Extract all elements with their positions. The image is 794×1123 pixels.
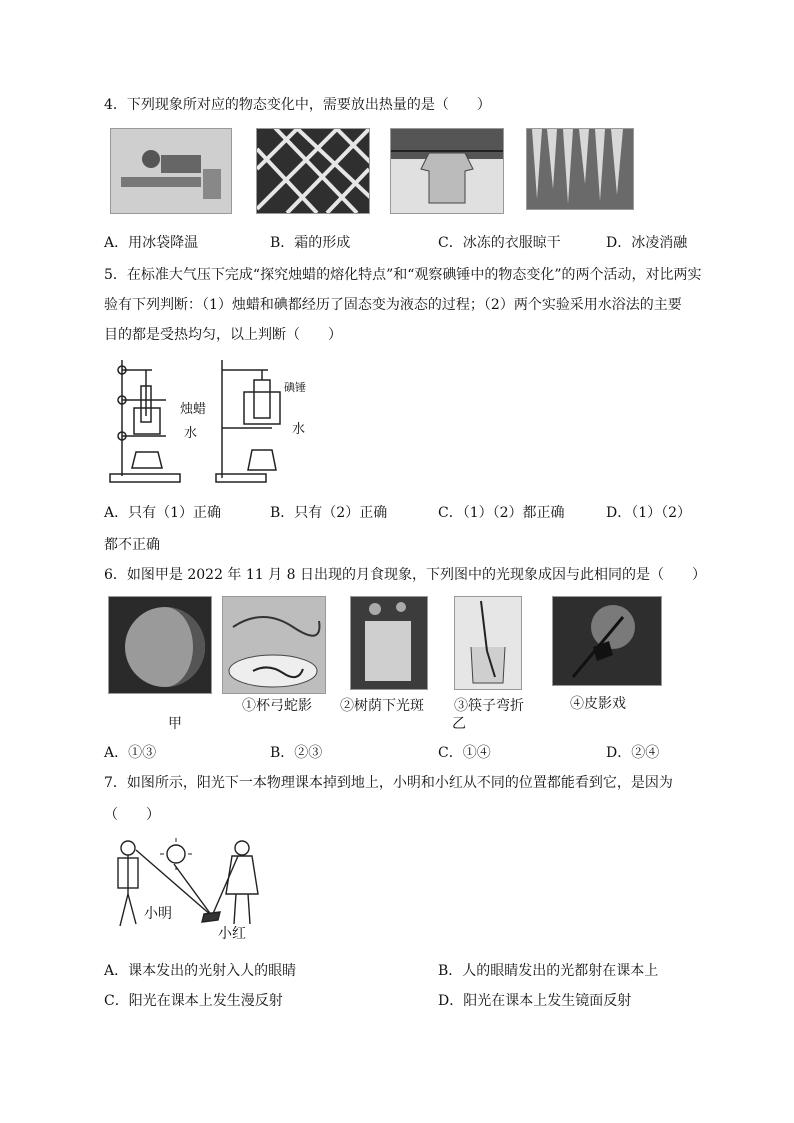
q6-figure-3-bent-chopsticks	[454, 596, 522, 690]
q6-caption-2: ②树荫下光斑	[340, 698, 424, 714]
q5-label-water-1: 水	[184, 426, 198, 441]
q4-figure-frozen-clothes	[390, 128, 504, 214]
q5-stem-line3: 目的都是受热均匀，以上判断（ ）	[104, 327, 342, 343]
q4-figure-ice-bag	[110, 128, 232, 214]
q6-label-yi: 乙	[452, 716, 466, 732]
q5-label-water-2: 水	[292, 422, 306, 437]
q6-option-b: B．②③	[270, 745, 323, 761]
q7-option-d: D．阳光在课本上发生镜面反射	[438, 993, 632, 1009]
q7-stem: 7．如图所示，阳光下一本物理课本掉到地上，小明和小红从不同的位置都能看到它，是因为	[104, 775, 673, 791]
q7-label-xiaohong: 小红	[218, 926, 246, 942]
q5-option-c: C．（1）（2）都正确	[438, 505, 565, 521]
q6-caption-1: ①杯弓蛇影	[242, 698, 312, 714]
q5-option-d-continued: 都不正确	[104, 537, 160, 553]
q4-option-c: C．冰冻的衣服晾干	[438, 235, 561, 251]
q4-figure-frost	[256, 128, 370, 214]
q5-figure-iodine-apparatus	[214, 356, 314, 484]
q6-figure-1-snake-in-cup	[222, 596, 326, 694]
q7-label-xiaoming: 小明	[144, 906, 172, 922]
q6-caption-4: ④皮影戏	[570, 696, 626, 712]
q5-stem-line2: 验有下列判断：（1）烛蜡和碘都经历了固态变为液态的过程；（2）两个实验采用水浴法的主要	[104, 297, 682, 313]
q7-figure-textbook-sunlight	[108, 834, 276, 946]
q4-option-d: D．冰凌消融	[606, 235, 688, 251]
q6-caption-3: ③筷子弯折	[454, 698, 524, 714]
q5-option-d: D．（1）（2）	[606, 505, 692, 521]
q6-label-jia: 甲	[168, 716, 182, 732]
q4-option-b: B．霜的形成	[270, 235, 351, 251]
q6-figure-jia-lunar-eclipse	[108, 596, 212, 694]
q7-option-a: A．课本发出的光射入人的眼睛	[104, 963, 297, 979]
q5-option-b: B．只有（2）正确	[270, 505, 388, 521]
q6-option-c: C．①④	[438, 745, 491, 761]
q4-stem: 4．下列现象所对应的物态变化中，需要放出热量的是（ ）	[104, 97, 491, 113]
q7-option-b: B．人的眼睛发出的光都射在课本上	[438, 963, 659, 979]
q6-option-a: A．①③	[104, 745, 157, 761]
q6-figure-2-light-spots	[350, 596, 428, 690]
q5-stem-line1: 5．在标准大气压下完成“探究烛蜡的熔化特点”和“观察碘锤中的物态变化”的两个活动，对比两实	[104, 267, 702, 283]
q6-stem: 6．如图甲是 2022 年 11 月 8 日出现的月食现象，下列图中的光现象成因与此相同的是（ ）	[104, 567, 706, 583]
q5-option-a: A．只有（1）正确	[104, 505, 222, 521]
q7-stem-blank: （ ）	[104, 807, 160, 823]
q6-option-d: D．②④	[606, 745, 660, 761]
q5-label-iodine-hammer: 碘锤	[284, 381, 306, 394]
q6-figure-4-shadow-play	[552, 596, 662, 686]
q5-figure-candle-apparatus	[108, 356, 208, 484]
q7-option-c: C．阳光在课本上发生漫反射	[104, 993, 283, 1009]
q5-label-candle: 烛蜡	[180, 402, 207, 417]
q4-option-a: A．用冰袋降温	[104, 235, 199, 251]
q4-figure-icicles	[526, 128, 634, 210]
